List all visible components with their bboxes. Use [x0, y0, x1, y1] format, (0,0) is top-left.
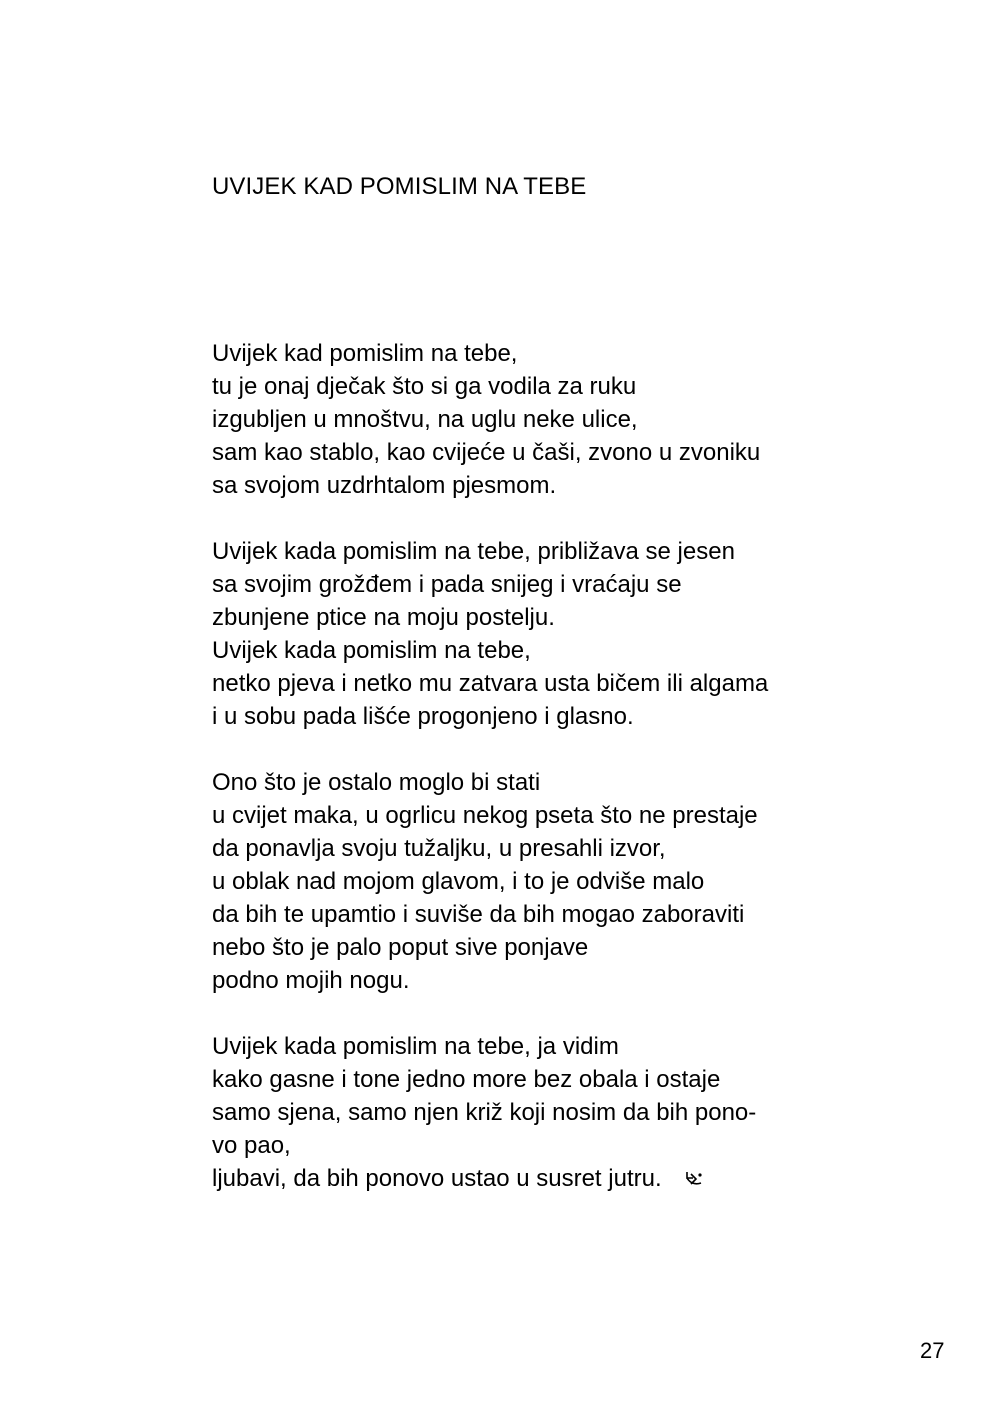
- poem-body: [212, 337, 912, 1195]
- poem-line: Uvijek kada pomislim na tebe,: [212, 637, 531, 664]
- stanza-1: [212, 337, 912, 502]
- poem-line: u cvijet maka, u ogrlicu nekog pseta što ne prestaje: [212, 802, 758, 829]
- poem-line: sam kao stablo, kao cvijeće u čaši, zvono u zvoniku: [212, 439, 761, 466]
- poem-line: netko pjeva i netko mu zatvara usta bičem ili algama: [212, 670, 769, 697]
- poem-line: Uvijek kad pomislim na tebe,: [212, 340, 518, 367]
- poem-line: nebo što je palo poput sive ponjave: [212, 934, 589, 961]
- stanza-break: [212, 997, 912, 1030]
- poem-line: zbunjene ptice na moju postelju.: [212, 604, 555, 631]
- poem-line: samo sjena, samo njen križ koji nosim da bih pono-: [212, 1099, 757, 1126]
- stanza-3: [212, 766, 912, 997]
- poem-line: sa svojom uzdrhtalom pjesmom.: [212, 472, 557, 499]
- poem-line: kako gasne i tone jedno more bez obala i ostaje: [212, 1066, 721, 1093]
- page-number: 27: [920, 1338, 945, 1363]
- stanza-break: [212, 733, 912, 766]
- poem-line: tu je onaj dječak što si ga vodila za ruku: [212, 373, 637, 400]
- poem-line: Ono što je ostalo moglo bi stati: [212, 769, 541, 796]
- poem-line: Uvijek kada pomislim na tebe, približava se jesen: [212, 538, 735, 565]
- end-of-text-ornament-icon: [684, 1164, 704, 1182]
- poem-line: Uvijek kada pomislim na tebe, ja vidim: [212, 1033, 619, 1060]
- poem-line: da ponavlja svoju tužaljku, u presahli izvor,: [212, 835, 666, 862]
- poem-line: izgubljen u mnoštvu, na uglu neke ulice,: [212, 406, 638, 433]
- stanza-2: [212, 535, 912, 733]
- poem-line: u oblak nad mojom glavom, i to je odviše malo: [212, 868, 705, 895]
- poem-line-text: ljubavi, da bih ponovo ustao u susret jutru.: [212, 1165, 662, 1192]
- poem-line: podno mojih nogu.: [212, 967, 410, 994]
- stanza-break: [212, 502, 912, 535]
- poem-line: vo pao,: [212, 1132, 291, 1159]
- poem-line: da bih te upamtio i suviše da bih mogao zaboraviti: [212, 901, 745, 928]
- poem-last-line: [212, 1162, 912, 1195]
- poem-line: sa svojim grožđem i pada snijeg i vraćaju se: [212, 571, 682, 598]
- stanza-4: [212, 1030, 912, 1195]
- poem-title: UVIJEK KAD POMISLIM NA TEBE: [212, 173, 587, 200]
- poem-line: i u sobu pada lišće progonjeno i glasno.: [212, 703, 634, 730]
